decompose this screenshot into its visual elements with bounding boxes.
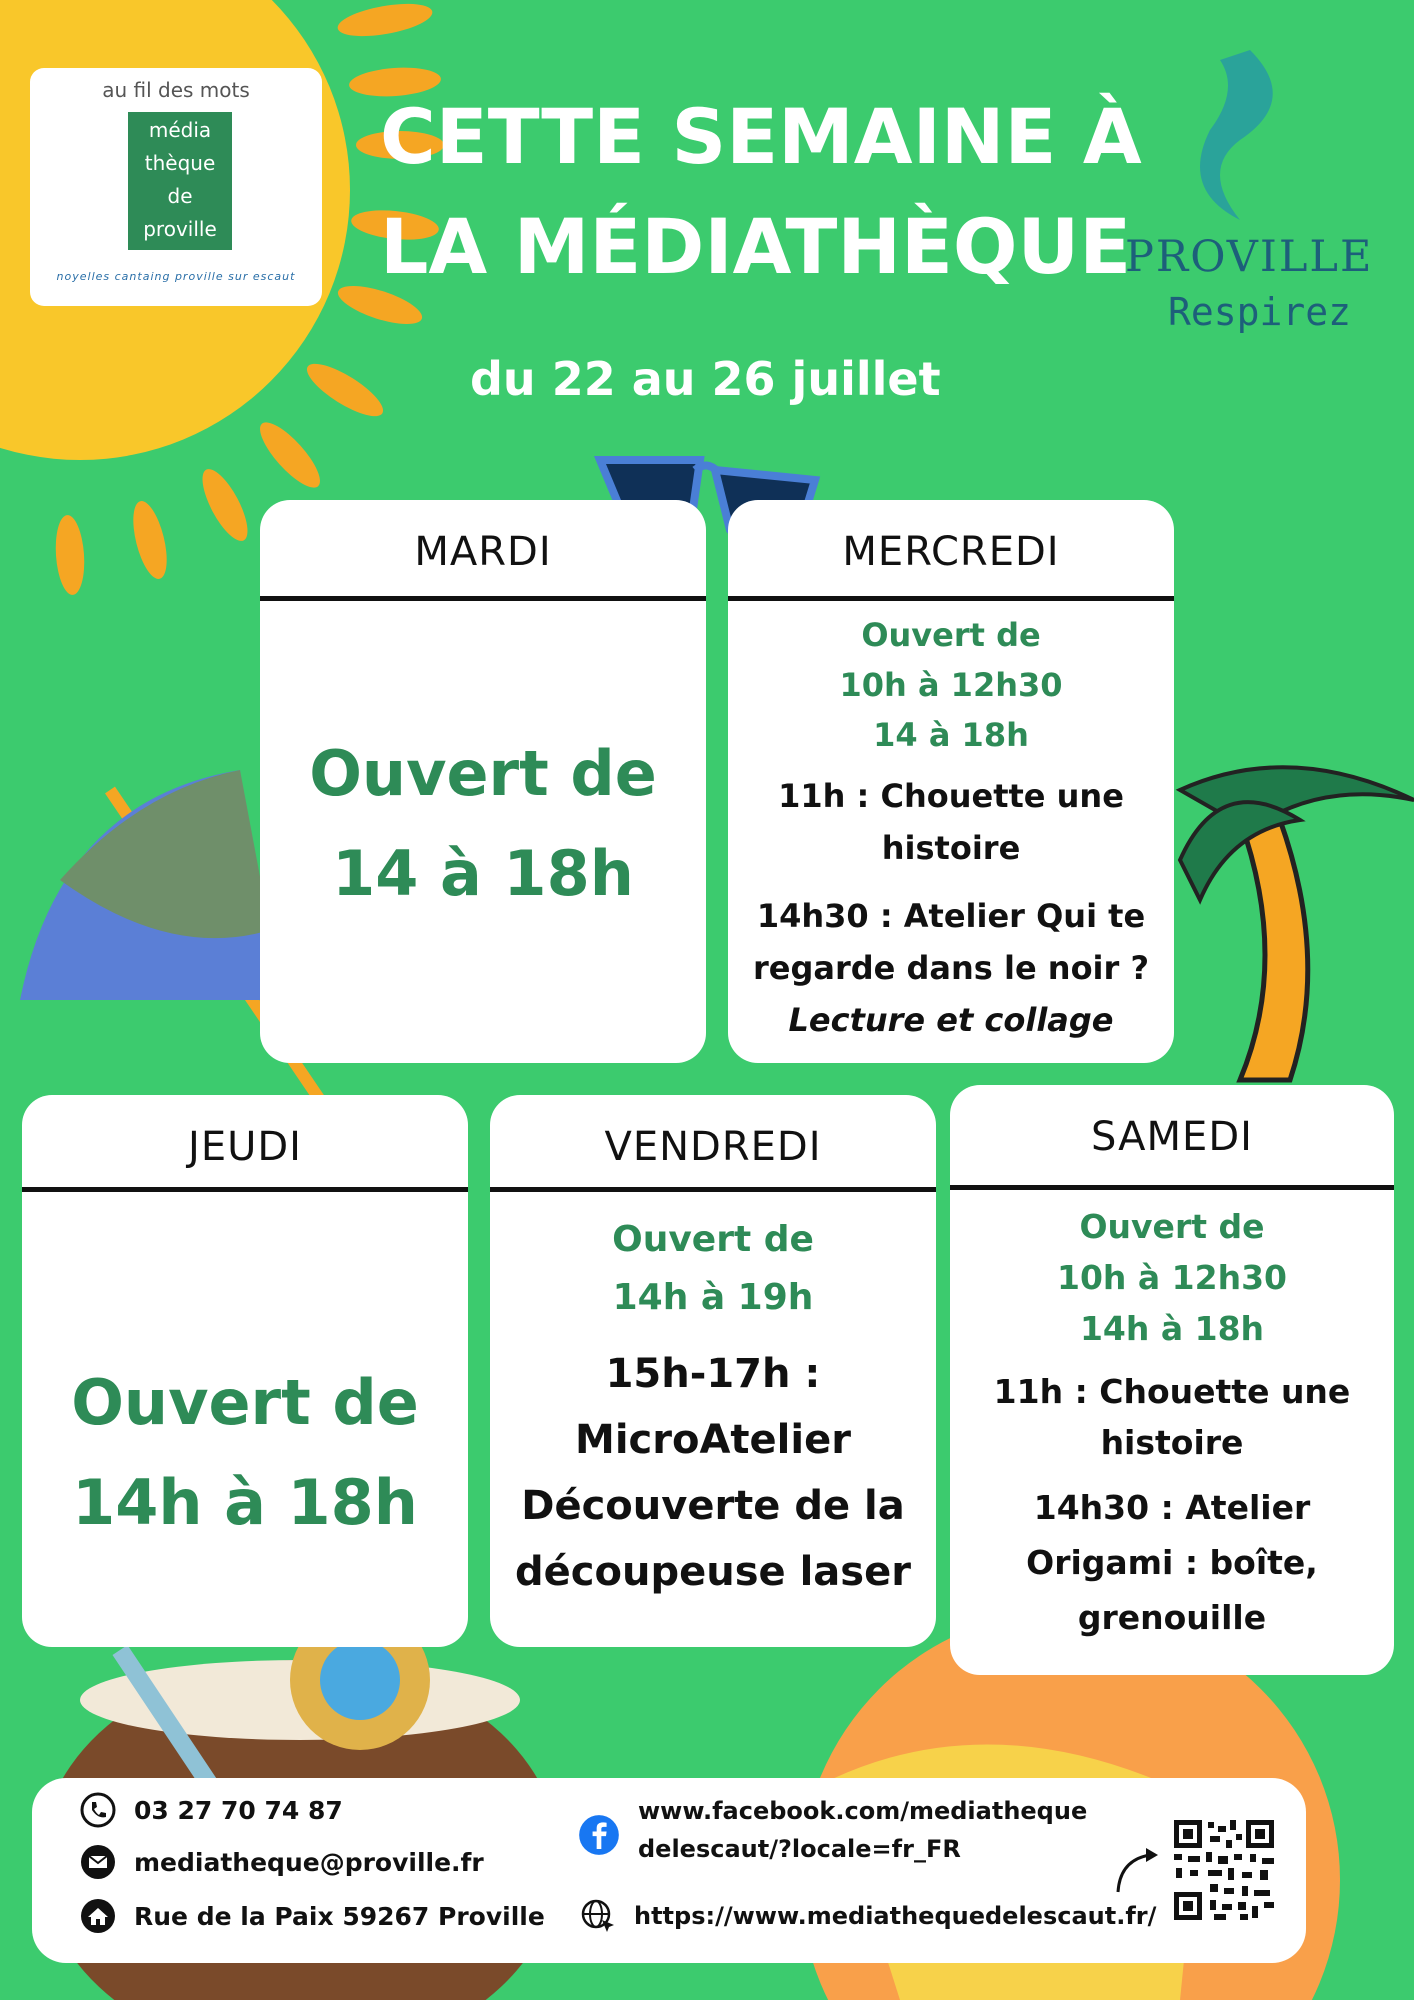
hours-text: Ouvert de — [861, 616, 1041, 654]
hours-text: Ouvert de — [612, 1219, 814, 1260]
contact-facebook — [578, 1792, 1087, 1868]
event-text: 11h : Chouette une — [993, 1372, 1351, 1411]
palm-tree-icon — [1180, 767, 1414, 1080]
hours-text: 14 à 18h — [332, 837, 634, 910]
hours-text: 10h à 12h30 — [839, 666, 1063, 704]
hours-text: Ouvert de — [309, 737, 657, 810]
home-icon — [80, 1898, 116, 1934]
logo-tagline: au fil des mots — [102, 78, 250, 102]
hours-text: Ouvert de — [71, 1366, 419, 1439]
event-text: regarde dans le noir ? — [752, 949, 1149, 987]
event-text: histoire — [1100, 1423, 1244, 1462]
day-heading: MERCREDI — [842, 529, 1060, 575]
brand-slogan: Respirez — [1168, 290, 1352, 334]
page-title — [380, 92, 1142, 291]
event-text: 11h : Chouette une — [778, 777, 1124, 815]
day-heading: VENDREDI — [604, 1124, 822, 1170]
contact-website — [580, 1898, 1156, 1934]
facebook-icon — [578, 1814, 620, 1856]
event-text: histoire — [881, 829, 1021, 867]
facebook-link[interactable]: delescaut/?locale=fr_FR — [638, 1835, 961, 1863]
divider — [728, 596, 1174, 601]
qr-code[interactable] — [1110, 1800, 1310, 1950]
hours-text: 10h à 12h30 — [1056, 1258, 1287, 1297]
logo-word: thèque — [144, 151, 216, 175]
email-link[interactable]: mediatheque@proville.fr — [134, 1847, 484, 1877]
logo-scribble: noyelles cantaing proville sur escaut — [56, 270, 296, 283]
title-line: CETTE SEMAINE À — [380, 92, 1142, 181]
hours-text: 14 à 18h — [873, 716, 1029, 754]
divider — [260, 596, 706, 601]
brand-name: PROVILLE — [1125, 232, 1374, 282]
event-text: 14h30 : Atelier Qui te — [756, 897, 1146, 935]
logo-word: proville — [143, 217, 217, 241]
phone-text[interactable]: 03 27 70 74 87 — [134, 1795, 343, 1825]
day-card-samedi — [950, 1085, 1394, 1675]
contact-address — [80, 1898, 545, 1934]
event-text: découpeuse laser — [515, 1549, 911, 1595]
day-heading: MARDI — [414, 529, 552, 575]
hours-text: 14h à 18h — [72, 1466, 418, 1539]
event-text: Découverte de la — [521, 1483, 905, 1529]
hours-text: Ouvert de — [1079, 1207, 1265, 1246]
event-text: 14h30 : Atelier — [1033, 1488, 1311, 1527]
event-text: MicroAtelier — [575, 1417, 851, 1463]
title-line: LA MÉDIATHÈQUE — [380, 202, 1132, 291]
logo-block — [128, 112, 232, 250]
event-text: grenouille — [1077, 1598, 1267, 1637]
day-heading: SAMEDI — [1091, 1114, 1253, 1160]
date-range: du 22 au 26 juillet — [470, 352, 941, 406]
day-heading: JEUDI — [188, 1124, 302, 1170]
day-card-vendredi — [490, 1095, 936, 1647]
website-link[interactable]: https://www.mediathequedelescaut.fr/ — [634, 1902, 1157, 1930]
brand-leaf-icon — [1200, 50, 1273, 220]
day-card-jeudi — [22, 1095, 468, 1647]
mail-icon — [80, 1844, 116, 1880]
event-text: 15h-17h : — [605, 1351, 821, 1397]
globe-cursor-icon — [580, 1898, 616, 1934]
event-subtitle: Lecture et collage — [788, 1001, 1114, 1039]
divider — [950, 1185, 1394, 1190]
day-card-mardi — [260, 500, 706, 1063]
contact-email — [80, 1844, 484, 1880]
divider — [490, 1187, 936, 1192]
address-text: Rue de la Paix 59267 Proville — [134, 1901, 545, 1931]
hours-text: 14h à 18h — [1079, 1309, 1265, 1348]
phone-icon — [80, 1792, 116, 1828]
divider — [22, 1187, 468, 1192]
facebook-link[interactable]: www.facebook.com/mediatheque — [638, 1797, 1088, 1825]
contact-phone — [80, 1792, 343, 1828]
contact-footer — [32, 1778, 1306, 1963]
event-text: Origami : boîte, — [1026, 1543, 1318, 1582]
logo-word: média — [148, 118, 212, 142]
logo-word: de — [167, 184, 193, 208]
library-logo — [30, 68, 322, 306]
hours-text: 14h à 19h — [612, 1277, 814, 1318]
arrow-icon — [1118, 1855, 1150, 1892]
day-card-mercredi — [728, 500, 1174, 1063]
